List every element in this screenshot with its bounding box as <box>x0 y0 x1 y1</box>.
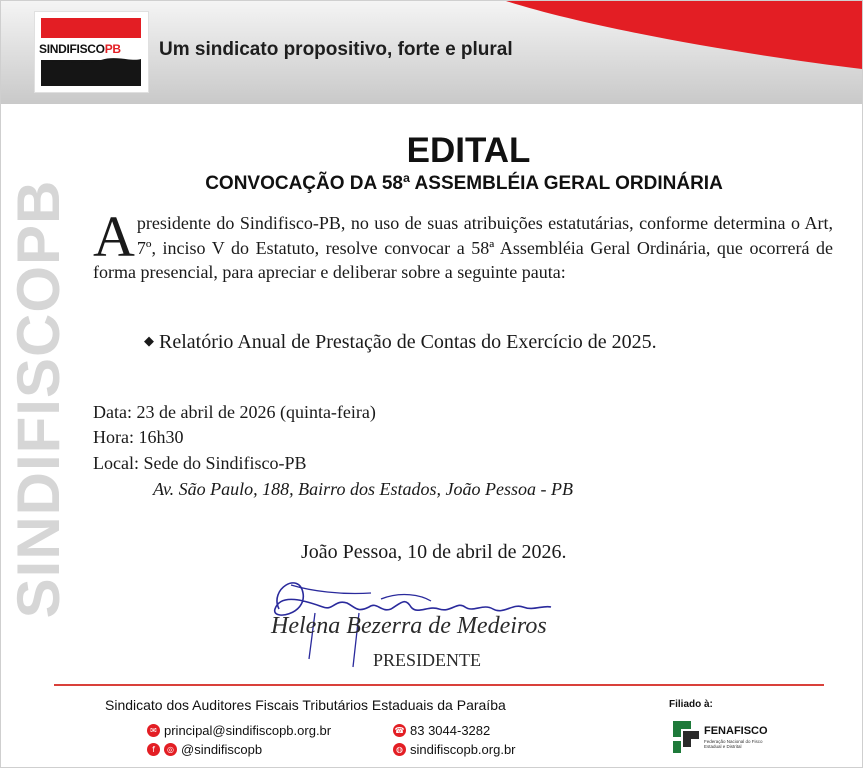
watermark-sindifiscopb: SINDIFISCOPB <box>5 179 72 619</box>
sindifisco-logo <box>34 11 149 93</box>
federation-description: Federação Nacional do Fisco Estadual e Distrital <box>704 739 763 749</box>
header-banner <box>1 1 862 104</box>
convocation-paragraph <box>93 204 833 285</box>
agenda-item <box>144 331 657 354</box>
paragraph-text: presidente do Sindifisco-PB, no uso de suas atribuições estatutárias, conforme determina o Art, 7º, inciso V do Estatuto, resolve convocar a 58ª Assembléia Geral Ordinária, que ocorrerá de forma presencial, para apreciar e deliberar sobre a seguinte pauta: <box>93 213 833 282</box>
drop-cap: A <box>93 204 135 269</box>
federation-name: FENAFISCO <box>704 725 768 737</box>
footer-phone-text[interactable]: 83 3044-3282 <box>410 723 491 738</box>
logo-wordmark: SINDIFISCOPB <box>39 42 121 56</box>
page-title: EDITAL <box>406 131 531 170</box>
footer-org-name: Sindicato dos Auditores Fiscais Tributários Estaduais da Paraíba <box>105 697 506 713</box>
facebook-icon: f <box>147 743 160 756</box>
email-icon: ✉ <box>147 724 160 737</box>
meeting-address: Av. São Paulo, 188, Bairro dos Estados, João Pessoa - PB <box>153 479 573 499</box>
footer-divider <box>54 684 824 686</box>
logo-red-band <box>41 18 141 38</box>
footer-website-text[interactable]: sindifiscopb.org.br <box>410 742 516 757</box>
meeting-time: Hora: 16h30 <box>93 427 184 447</box>
footer-website <box>393 742 516 757</box>
footer-email <box>147 723 331 738</box>
footer-email-text[interactable]: principal@sindifiscopb.org.br <box>164 723 332 738</box>
signer-role: PRESIDENTE <box>373 650 481 670</box>
meeting-location: Local: Sede do Sindifisco-PB <box>93 453 307 473</box>
affiliated-label: Filiado à: <box>669 699 713 710</box>
fenafisco-logo <box>669 717 703 757</box>
diamond-bullet-icon: ◆ <box>144 333 154 348</box>
phone-icon: ☎ <box>394 726 405 735</box>
agenda-item-text: Relatório Anual de Prestação de Contas do Exercício de 2025. <box>159 331 657 353</box>
globe-icon: ◍ <box>393 743 406 756</box>
footer-social <box>147 742 262 757</box>
footer-social-text[interactable]: @sindifiscopb <box>181 742 263 757</box>
instagram-icon: ◎ <box>164 743 177 756</box>
logo-wave-icon <box>41 56 141 68</box>
signer-name: Helena Bezerra de Medeiros <box>271 613 547 639</box>
page-subtitle: CONVOCAÇÃO DA 58ª ASSEMBLÉIA GERAL ORDINÁRIA <box>205 173 723 194</box>
tagline: Um sindicato propositivo, forte e plural <box>159 39 513 60</box>
meeting-date: Data: 23 de abril de 2026 (quinta-feira) <box>93 402 376 422</box>
place-and-date: João Pessoa, 10 de abril de 2026. <box>301 541 567 563</box>
footer-phone <box>393 723 490 738</box>
